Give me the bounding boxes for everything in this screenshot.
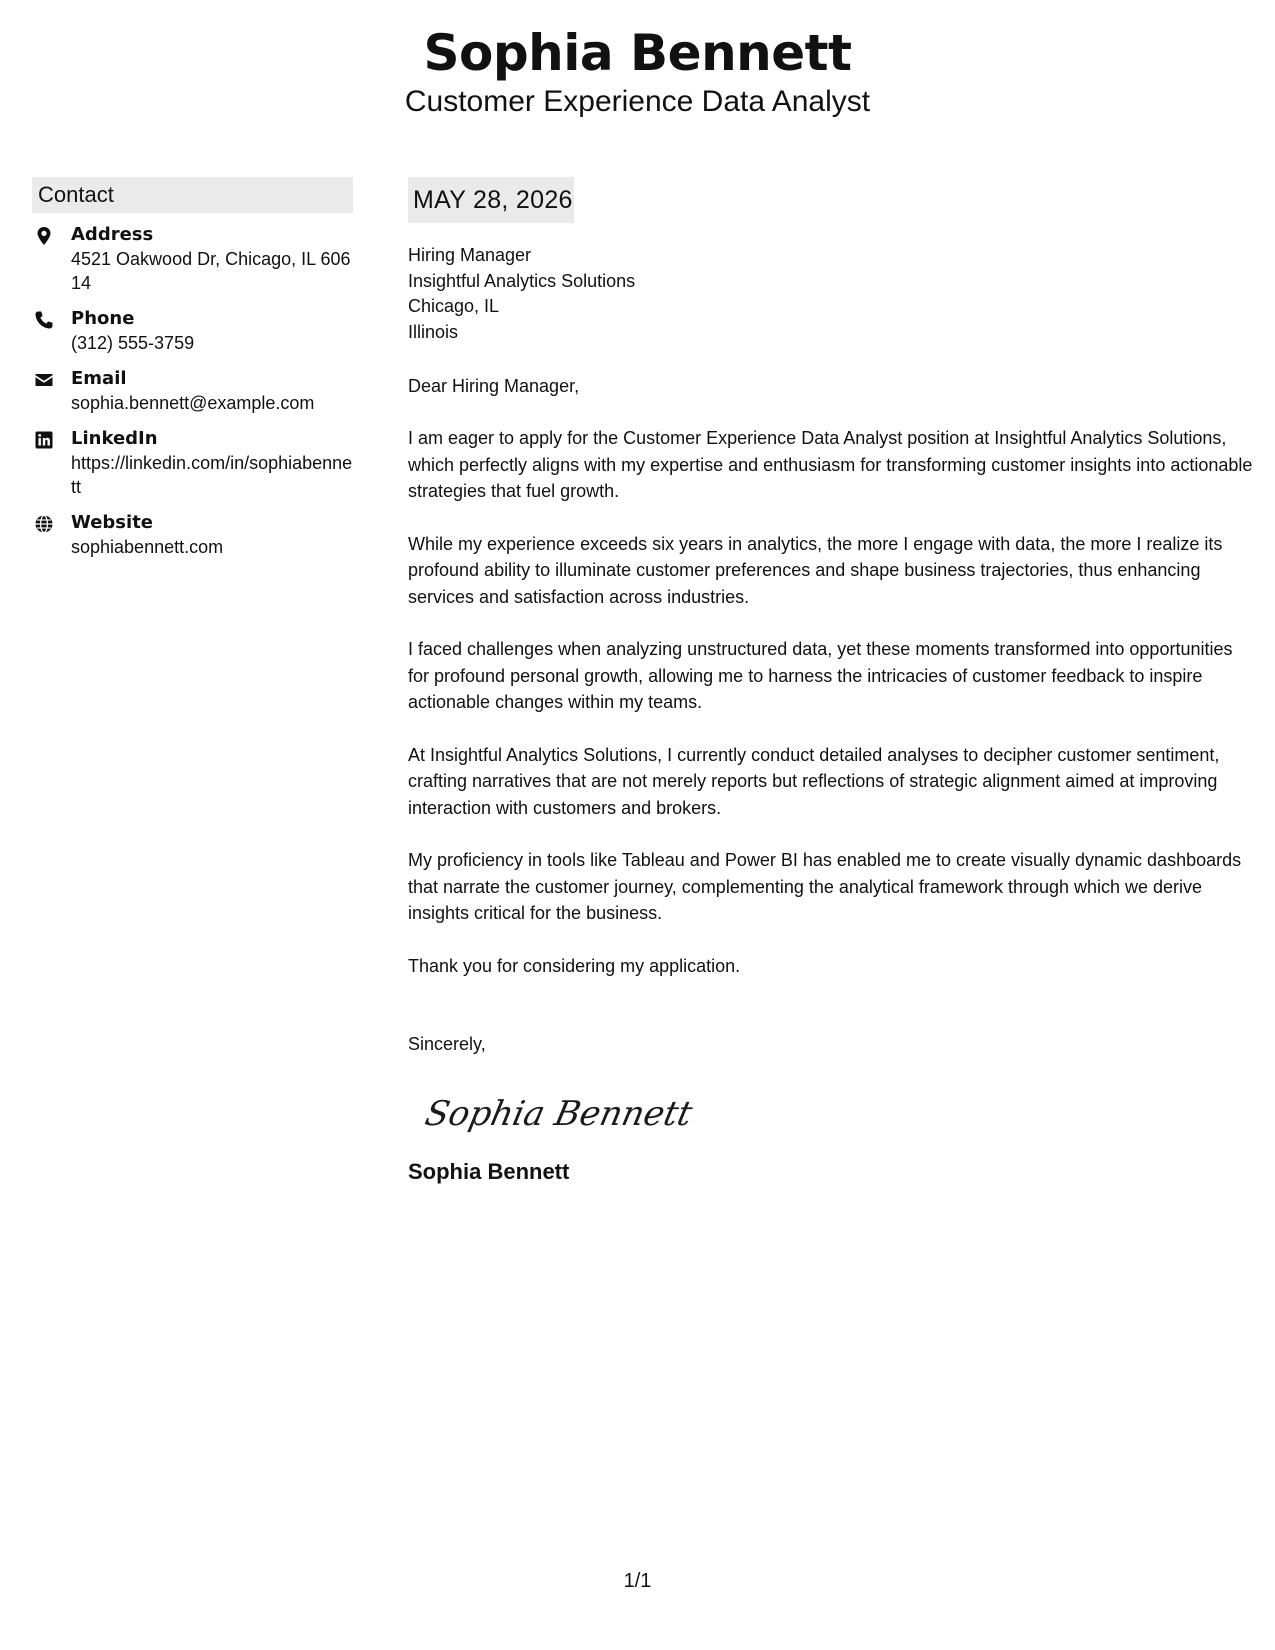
recipient-block: [408, 243, 1253, 345]
contact-address: [32, 223, 353, 295]
contact-linkedin: [32, 427, 353, 499]
letter-header: [0, 22, 1275, 120]
body-paragraph: My proficiency in tools like Tableau and Power BI has enabled me to create visually dynamic dashboards that narrate the customer journey, complementing the analytical framework through which we derive insights critical for the business.: [408, 850, 1242, 923]
signatory-name: Sophia Bennett: [408, 1158, 570, 1184]
phone-icon: [34, 310, 54, 330]
envelope-icon: [34, 370, 54, 390]
handwritten-signature: [421, 1085, 696, 1141]
applicant-name: Sophia Bennett: [423, 24, 852, 82]
recipient-line: Chicago, IL: [408, 296, 500, 316]
letter-date: MAY 28, 2026: [408, 177, 574, 223]
salutation: Dear Hiring Manager,: [408, 376, 580, 396]
page-number: 1/1: [623, 1570, 652, 1592]
contact-phone: [32, 307, 353, 355]
recipient-line: Insightful Analytics Solutions: [408, 270, 636, 291]
linkedin-label: LinkedIn: [71, 428, 158, 449]
applicant-title: Customer Experience Data Analyst: [404, 85, 871, 118]
body-paragraph: At Insightful Analytics Solutions, I currently conduct detailed analyses to decipher customer sentiment, crafting narratives that are not merely reports but reflections of strategic alignment aimed at improving interaction with customers and brokers.: [408, 744, 1220, 818]
email-label: Email: [71, 368, 127, 389]
letter-body: [408, 177, 1253, 1186]
phone-value: (312) 555-3759: [71, 333, 195, 353]
body-paragraph: While my experience exceeds six years in analytics, the more I engage with data, the more I realize its profound ability to illuminate customer preferences and shape business trajectories, thus enhancing services and satisfaction across industries.: [408, 533, 1223, 607]
contact-website: [32, 511, 353, 559]
phone-label: Phone: [71, 308, 135, 329]
website-label: Website: [71, 512, 154, 533]
contact-email: [32, 367, 353, 415]
email-value[interactable]: sophia.bennett@example.com: [71, 393, 315, 413]
address-value: 4521 Oakwood Dr, Chicago, IL 60614: [71, 249, 351, 293]
map-pin-icon: [34, 226, 54, 246]
signature-text: Sophia Bennett: [421, 1093, 696, 1134]
recipient-line: Illinois: [408, 321, 459, 342]
closing-line: Sincerely,: [408, 1033, 486, 1054]
recipient-line: Hiring Manager: [408, 245, 532, 265]
address-label: Address: [71, 224, 154, 245]
globe-icon: [34, 514, 54, 534]
thanks-line: Thank you for considering my application.: [408, 955, 741, 976]
contact-sidebar: [32, 177, 353, 571]
contact-heading: Contact: [32, 177, 353, 213]
linkedin-icon: [34, 430, 54, 450]
body-paragraph: I faced challenges when analyzing unstructured data, yet these moments transformed into opportunities for profound personal growth, allowing me to harness the intricacies of customer feedback to inspire actionable changes within my teams.: [408, 639, 1233, 712]
website-value[interactable]: sophiabennett.com: [71, 537, 224, 557]
body-paragraph: I am eager to apply for the Customer Experience Data Analyst position at Insightful Analytics Solutions, which perfectly aligns with my expertise and enthusiasm for transforming customer insights into actionable strategies that fuel growth.: [408, 428, 1253, 501]
linkedin-value[interactable]: https://linkedin.com/in/sophiabennett: [71, 453, 353, 497]
